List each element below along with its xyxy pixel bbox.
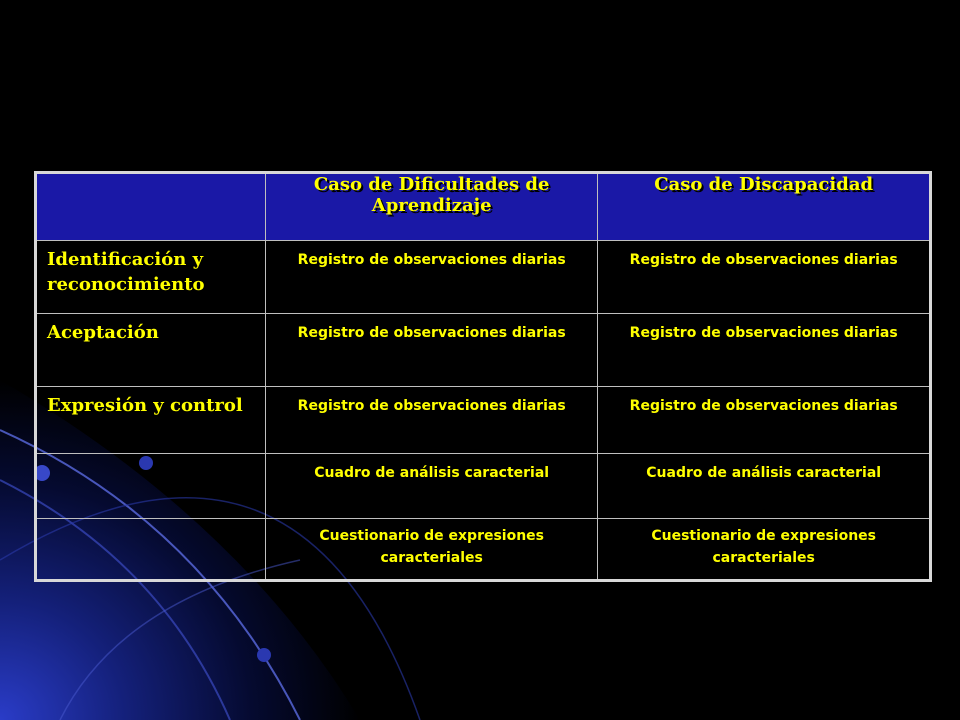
header-dificultades: Caso de Dificultades de Aprendizaje [313,174,550,216]
row-label-cell [36,454,266,519]
table-header-row [36,173,931,241]
table-row [36,241,931,314]
cell-text: Cuestionario de expresiones caracteriales [319,528,545,566]
header-cell-empty [36,173,266,241]
cell-text: Cuestionario de expresiones caracteriales [651,528,877,566]
cell-text: Registro de observaciones diarias [297,398,566,414]
table-row [36,454,931,519]
table-cell [598,314,931,387]
table-row [36,387,931,454]
table-cell [266,314,598,387]
table-cell [598,519,931,581]
cell-text: Registro de observaciones diarias [629,325,898,341]
table-cell [266,387,598,454]
cell-text: Cuadro de análisis caracterial [646,465,882,481]
row-label: Aceptación [47,322,159,343]
row-label-cell [36,387,266,454]
header-discapacidad: Caso de Discapacidad [654,174,874,195]
table-cell [266,519,598,581]
table-cell [266,454,598,519]
row-label [37,519,265,525]
table-cell [598,454,931,519]
table-cell [598,387,931,454]
cell-text: Registro de observaciones diarias [297,325,566,341]
cell-text: Registro de observaciones diarias [629,252,898,268]
table-cell [598,241,931,314]
row-label [37,454,265,460]
row-label-cell [36,519,266,581]
row-label-cell [36,314,266,387]
cell-text: Registro de observaciones diarias [297,252,566,268]
cell-text: Cuadro de análisis caracterial [314,465,550,481]
header-cell-dificultades [266,173,598,241]
table-row [36,314,931,387]
table-cell [266,241,598,314]
row-label: Identificación y reconocimiento [47,249,205,295]
row-label-cell [36,241,266,314]
comparison-table [34,171,932,582]
table-row [36,519,931,581]
decor-dot-3 [257,648,271,662]
header-cell-discapacidad [598,173,931,241]
row-label: Expresión y control [47,395,243,416]
cell-text: Registro de observaciones diarias [629,398,898,414]
